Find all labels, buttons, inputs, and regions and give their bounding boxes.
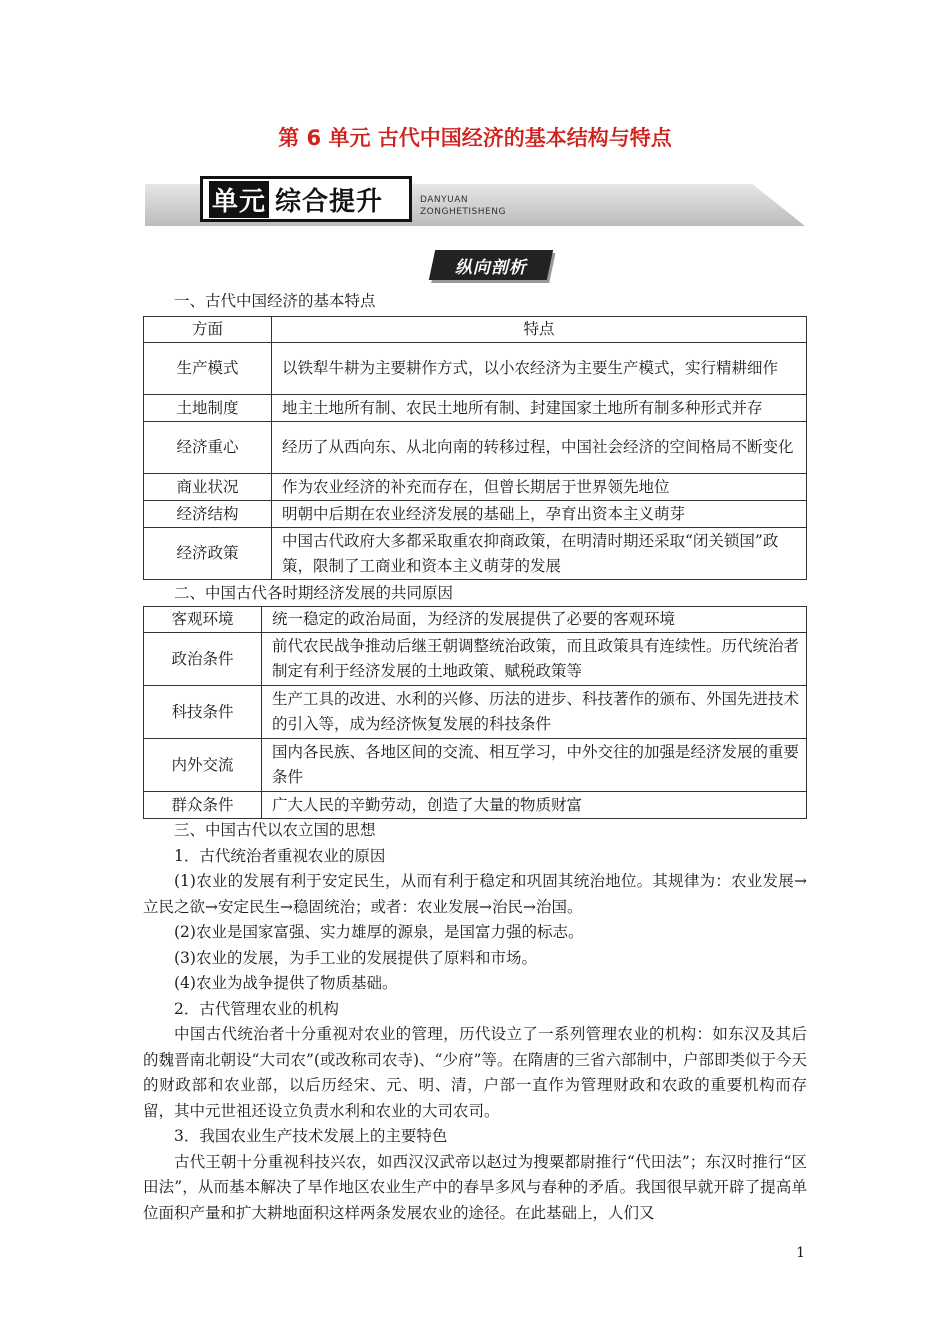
col-header-aspect: 方面: [144, 317, 272, 343]
row-feature: 统一稳定的政治局面，为经济的发展提供了必要的客观环境: [262, 607, 807, 633]
row-aspect: 政治条件: [144, 633, 262, 686]
table-row: [144, 474, 807, 501]
row-aspect: 内外交流: [144, 739, 262, 792]
common-causes-table: [143, 606, 807, 819]
row-feature: 地主土地所有制、农民土地所有制、封建国家土地所有制多种形式并存: [272, 395, 807, 422]
row-feature: 广大人民的辛勤劳动，创造了大量的物质财富: [262, 792, 807, 819]
row-aspect: 经济重心: [144, 422, 272, 474]
paragraph: (1)农业的发展有利于安定民生，从而有利于稳定和巩固其统治地位。其规律为：农业发展→立民之欲→安定民生→稳固统治；或者：农业发展→治民→治国。: [143, 872, 807, 916]
banner-label-b: 综合提升: [275, 186, 384, 217]
section-badge: [429, 250, 553, 280]
banner-subtitle: [420, 194, 506, 218]
table-row: [144, 395, 807, 422]
table-row: [144, 686, 807, 739]
section-badge-label: 纵向剖析: [455, 257, 527, 278]
banner-sub-line2: ZONGHETISHENG: [420, 207, 506, 217]
part3-heading: 三、中国古代以农立国的思想: [174, 821, 376, 839]
row-feature: 经历了从西向东、从北向南的转移过程，中国社会经济的空间格局不断变化: [272, 422, 807, 474]
row-aspect: 科技条件: [144, 686, 262, 739]
row-aspect: 商业状况: [144, 474, 272, 501]
row-aspect: 经济政策: [144, 528, 272, 580]
table-row: [144, 422, 807, 474]
row-feature: 作为农业经济的补充而存在，但曾长期居于世界领先地位: [272, 474, 807, 501]
paragraph: 中国古代统治者十分重视对农业的管理，历代设立了一系列管理农业的机构：如东汉及其后的魏晋南北朝设“大司农”(或改称司农寺)、“少府”等。在隋唐的三省六部制中，户部即类似于今天的财政部和农业部，以后历经宋、元、明、清，户部一直作为管理财政和农政的重要机构而存留，其中元世祖还设立负责水利和农业的大司农司。: [143, 1025, 807, 1120]
banner-label-a: 单元: [209, 181, 269, 218]
part3-section: [143, 818, 807, 1226]
row-feature: 前代农民战争推动后继王朝调整统治政策，而且政策具有连续性。历代统治者制定有利于经济发展的土地政策、赋税政策等: [262, 633, 807, 686]
row-aspect: 生产模式: [144, 343, 272, 395]
banner-logo: [200, 176, 412, 222]
table-header-row: [144, 317, 807, 343]
row-aspect: 土地制度: [144, 395, 272, 422]
table-row: [144, 739, 807, 792]
page-title: 第 6 单元 古代中国经济的基本结构与特点: [278, 126, 672, 150]
row-feature: 中国古代政府大多都采取重农抑商政策，在明清时期还采取“闭关锁国”政策，限制了工商业和资本主义萌芽的发展: [272, 528, 807, 580]
row-feature: 生产工具的改进、水利的兴修、历法的进步、科技著作的颁布、外国先进技术的引入等，成为经济恢复发展的科技条件: [262, 686, 807, 739]
table-row: [144, 607, 807, 633]
paragraph: 3．我国农业生产技术发展上的主要特色: [174, 1127, 448, 1145]
table-row: [144, 633, 807, 686]
col-header-feature: 特点: [272, 317, 807, 343]
part1-heading: 一、古代中国经济的基本特点: [174, 292, 376, 310]
table-row: [144, 792, 807, 819]
row-feature: 国内各民族、各地区间的交流、相互学习，中外交往的加强是经济发展的重要条件: [262, 739, 807, 792]
banner-sub-line1: DANYUAN: [420, 195, 469, 205]
paragraph: (2)农业是国家富强、实力雄厚的源泉，是国富力强的标志。: [174, 923, 584, 941]
row-aspect: 群众条件: [144, 792, 262, 819]
paragraph: 古代王朝十分重视科技兴农，如西汉汉武帝以赵过为搜粟都尉推行“代田法”；东汉时推行“区田法”，从而基本解决了旱作地区农业生产中的春旱多风与春种的矛盾。我国很早就开辟了提高单位面积产量和扩大耕地面积这样两条发展农业的途径。在此基础上，人们又: [143, 1152, 807, 1222]
part2-heading: 二、中国古代各时期经济发展的共同原因: [174, 584, 454, 602]
paragraph: 2．古代管理农业的机构: [174, 999, 339, 1018]
page-number: 1: [796, 1245, 805, 1261]
row-aspect: 客观环境: [144, 607, 262, 633]
paragraph: (3)农业的发展，为手工业的发展提供了原料和市场。: [174, 948, 537, 967]
paragraph: (4)农业为战争提供了物质基础。: [174, 974, 398, 992]
basic-features-table: [143, 316, 807, 580]
paragraph: 1．古代统治者重视农业的原因: [174, 846, 386, 865]
table-row: [144, 528, 807, 580]
table-row: [144, 501, 807, 528]
table-row: [144, 343, 807, 395]
row-feature: 明朝中后期在农业经济发展的基础上，孕育出资本主义萌芽: [272, 501, 807, 528]
row-feature: 以铁犁牛耕为主要耕作方式，以小农经济为主要生产模式，实行精耕细作: [272, 343, 807, 395]
row-aspect: 经济结构: [144, 501, 272, 528]
